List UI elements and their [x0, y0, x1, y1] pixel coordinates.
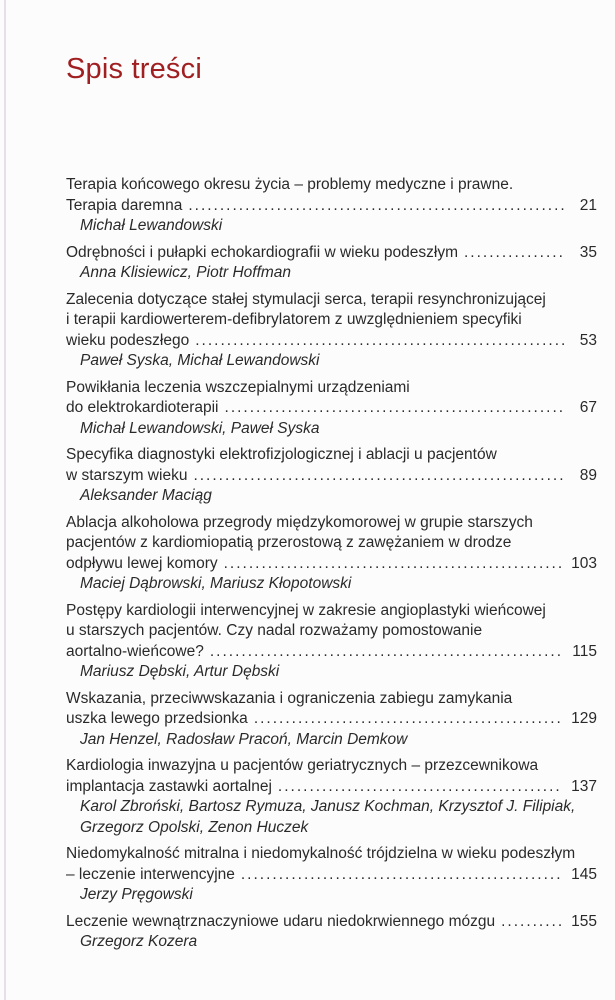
dot-leader: [278, 777, 563, 798]
dot-leader: [225, 398, 565, 419]
toc-title-line: Odrębności i pułapki echokardiografii w wieku podeszłym: [66, 243, 458, 261]
dot-leader: [193, 466, 565, 487]
toc-leader-row: [66, 331, 597, 352]
toc-author-line: Grzegorz Kozera: [80, 933, 198, 950]
toc-list: [66, 175, 597, 953]
toc-title-line: Postępy kardiologii interwencyjnej w zakresie angioplastyki wieńcowej: [66, 601, 546, 619]
toc-entry: [66, 243, 597, 284]
dot-leader: [501, 912, 563, 933]
toc-title-line: Kardiologia inwazyjna u pacjentów geriatrycznych – przezcewnikowa: [66, 757, 539, 774]
page-left-scan-edge: [4, 0, 6, 1000]
toc-entry-title: [66, 689, 597, 730]
toc-author-line: Aleksander Maciąg: [80, 487, 212, 504]
page-number: 155: [571, 912, 597, 930]
toc-entry-authors: [66, 419, 597, 440]
toc-entry-authors: [66, 486, 597, 507]
toc-title-line: do elektrokardioterapii: [66, 399, 219, 416]
toc-author-line: Paweł Syska, Michał Lewandowski: [80, 352, 320, 369]
toc-entry-authors: [66, 932, 597, 953]
toc-title-line: wieku podeszłego: [66, 331, 190, 349]
dot-leader: [210, 642, 564, 663]
toc-entry-title: [66, 756, 597, 797]
page-number: 21: [579, 196, 597, 214]
toc-title-line: Terapia daremna: [66, 196, 183, 214]
toc-entry: [66, 844, 597, 906]
toc-entry-authors: [66, 216, 597, 237]
dot-leader: [188, 196, 565, 217]
dot-leader: [224, 554, 564, 575]
toc-entry-title: [66, 290, 597, 352]
toc-title-line: odpływu lewej komory: [66, 554, 218, 572]
toc-title-line: pacjentów z kardiomiopatią przerostową z zawężaniem w drodze: [66, 534, 512, 551]
toc-author-line: Mariusz Dębski, Artur Dębski: [80, 663, 280, 680]
toc-entry: [66, 290, 597, 372]
toc-author-line: Michał Lewandowski, Paweł Syska: [80, 419, 320, 437]
toc-entry-authors: [66, 662, 597, 683]
page-number: 129: [571, 710, 597, 727]
toc-title-line: Ablacja alkoholowa przegrody międzykomorowej w grupie starszych: [66, 513, 533, 531]
toc-entry: [66, 378, 597, 440]
page-number: 103: [571, 554, 597, 572]
page-title: Spis treści: [66, 53, 202, 85]
toc-entry-authors: [66, 885, 597, 906]
toc-leader-row: [66, 554, 597, 575]
dot-leader: [195, 331, 565, 352]
page-number: 35: [579, 243, 597, 261]
toc-leader-row: [66, 196, 597, 217]
toc-author-line: Anna Klisiewicz, Piotr Hoffman: [80, 264, 292, 281]
toc-leader-row: [66, 466, 597, 487]
dot-leader: [241, 865, 563, 886]
toc-entry: [66, 689, 597, 751]
toc-entry-title: [66, 844, 597, 885]
toc-author-line: Grzegorz Opolski, Zenon Huczek: [80, 818, 309, 836]
toc-title-line: uszka lewego przedsionka: [66, 710, 248, 727]
toc-entry: [66, 912, 597, 953]
toc-leader-row: [66, 398, 597, 419]
page-number: 67: [579, 399, 597, 416]
toc-leader-row: [66, 243, 597, 264]
toc-entry-authors: [66, 730, 597, 751]
toc-entry-authors: [66, 351, 597, 372]
toc-entry: [66, 445, 597, 507]
toc-entry: [66, 513, 597, 595]
toc-author-line: Michał Lewandowski: [80, 217, 223, 234]
toc-leader-row: [66, 642, 597, 663]
toc-entry: [66, 175, 597, 237]
dot-leader: [464, 243, 565, 264]
toc-title-line: u starszych pacjentów. Czy nadal rozważamy pomostowanie: [66, 622, 483, 639]
toc-title-line: Leczenie wewnątrznaczyniowe udaru niedokrwiennego mózgu: [66, 912, 496, 930]
toc-author-line: Karol Zbroński, Bartosz Rymuza, Janusz Kochman, Krzysztof J. Filipiak,: [80, 798, 576, 815]
toc-title-line: aortalno-wieńcowe?: [66, 642, 204, 660]
dot-leader: [254, 709, 563, 730]
toc-leader-row: [66, 865, 597, 886]
toc-entry-title: [66, 912, 597, 933]
page-number: 137: [571, 777, 597, 795]
toc-entry-title: [66, 445, 597, 486]
toc-entry-authors: [66, 263, 597, 284]
toc-leader-row: [66, 912, 597, 933]
toc-entry-title: [66, 601, 597, 663]
toc-title-line: Zalecenia dotyczące stałej stymulacji serca, terapii resynchronizującej: [66, 290, 546, 308]
page-number: 145: [571, 865, 597, 883]
toc-leader-row: [66, 777, 597, 798]
toc-entry: [66, 756, 597, 838]
toc-title-line: implantacja zastawki aortalnej: [66, 777, 272, 795]
toc-title-line: Wskazania, przeciwwskazania i ograniczenia zabiegu zamykania: [66, 689, 513, 707]
toc-title-line: Powikłania leczenia wszczepialnymi urządzeniami: [66, 378, 410, 396]
toc-title-line: Niedomykalność mitralna i niedomykalność trójdzielna w wieku podeszłym: [66, 845, 576, 862]
page-number: 115: [572, 642, 597, 660]
toc-title-line: Specyfika diagnostyki elektrofizjologicznej i ablacji u pacjentów: [66, 446, 497, 463]
toc-entry-title: [66, 175, 597, 216]
toc-title-line: – leczenie interwencyjne: [66, 865, 235, 883]
toc-entry-title: [66, 378, 597, 419]
toc-title-line: Terapia końcowego okresu życia – problemy medyczne i prawne.: [66, 176, 514, 193]
toc-author-line: Maciej Dąbrowski, Mariusz Kłopotowski: [80, 575, 352, 592]
toc-entry: [66, 601, 597, 683]
toc-entry-authors: [66, 797, 597, 838]
toc-title-line: i terapii kardiowerterem-defibrylatorem z uwzględnieniem specyfiki: [66, 311, 522, 328]
toc-author-line: Jerzy Pręgowski: [80, 886, 193, 903]
toc-entry-title: [66, 243, 597, 264]
page-number: 89: [579, 466, 597, 484]
toc-title-line: w starszym wieku: [66, 466, 188, 484]
toc-author-line: Jan Henzel, Radosław Pracoń, Marcin Demkow: [80, 730, 408, 748]
toc-page: [66, 52, 597, 959]
toc-leader-row: [66, 709, 597, 730]
page-number: 53: [579, 331, 597, 349]
toc-entry-authors: [66, 574, 597, 595]
toc-entry-title: [66, 513, 597, 575]
